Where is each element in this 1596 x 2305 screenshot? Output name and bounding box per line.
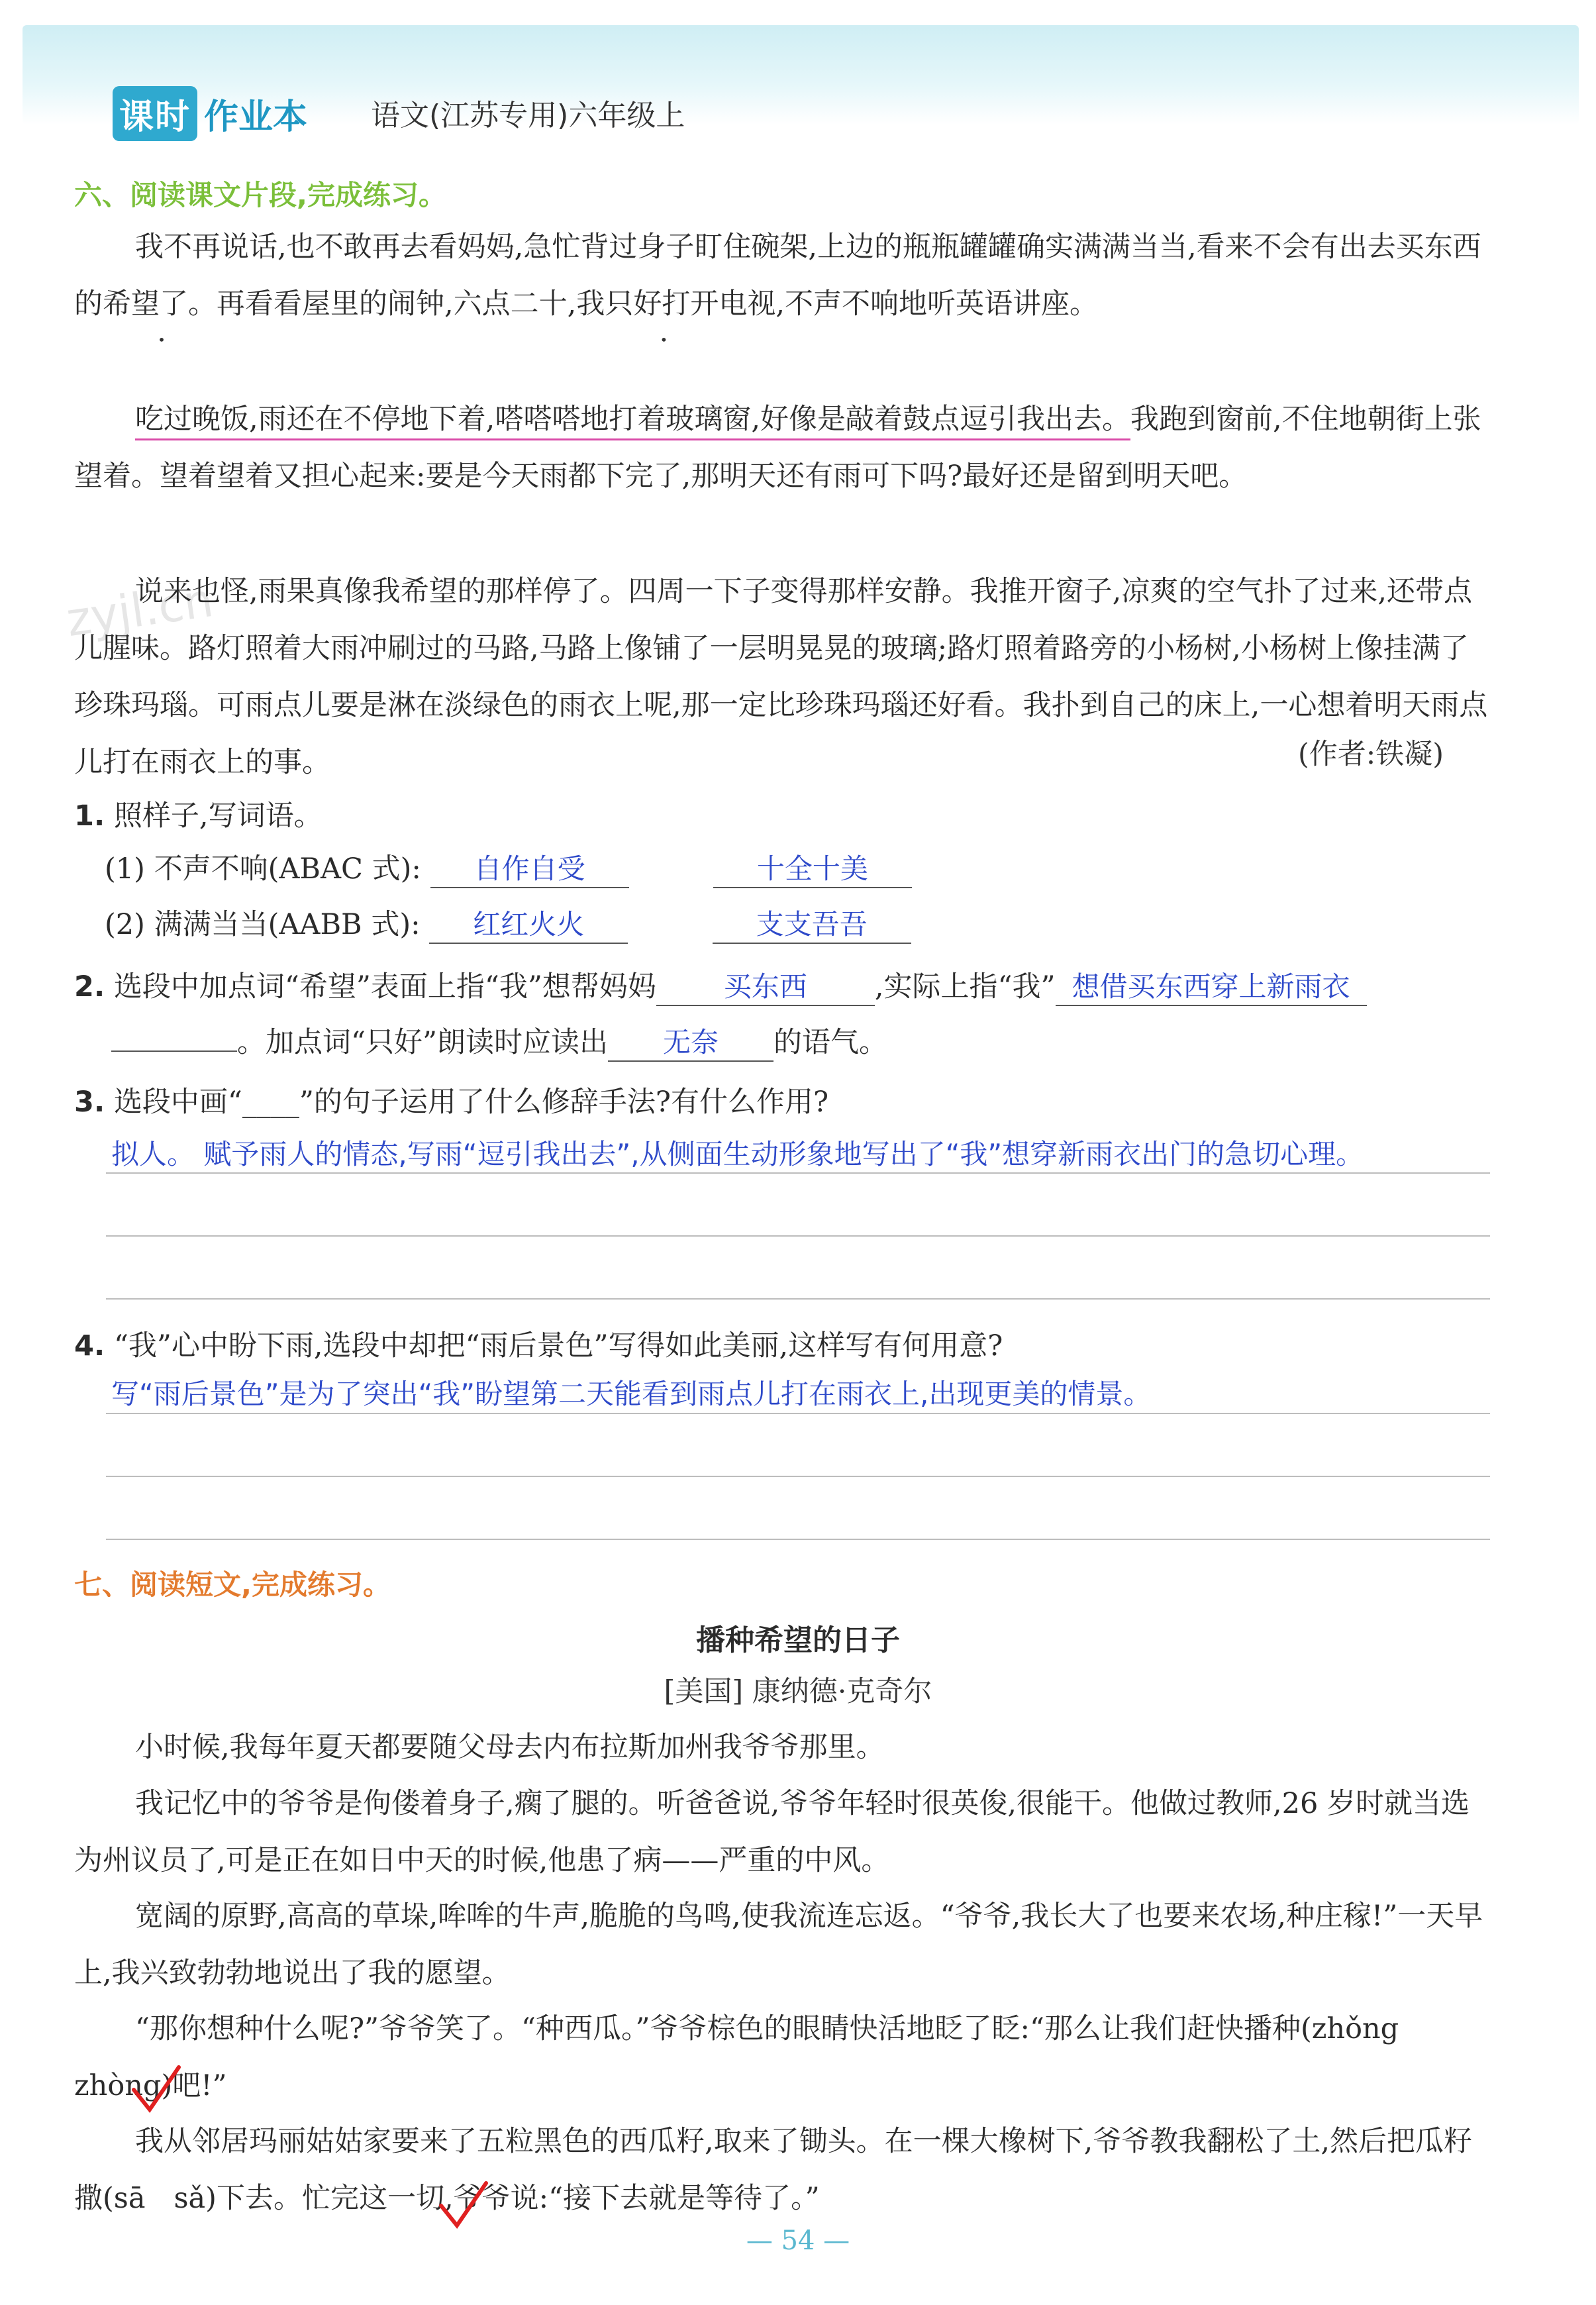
section6-paragraph-1 — [74, 219, 1491, 333]
q4-rule-1 — [106, 1413, 1490, 1414]
q1-l1-answer-2[interactable]: 十全十美 — [713, 847, 912, 888]
logo — [113, 86, 307, 141]
q3-rule-1 — [106, 1172, 1490, 1174]
q1-l1-answer-1[interactable]: 自作自受 — [430, 847, 629, 888]
story-paragraph-1: 小时候,我每年夏天都要随父母去内布拉斯加州我爷爷那里。 — [135, 1731, 885, 1764]
q3-number: 3. — [74, 1086, 105, 1119]
q1-l2-answer-1[interactable]: 红红火火 — [429, 903, 628, 944]
q1-number: 1. — [74, 799, 105, 833]
q2-text-1: 选段中加点词“希望”表面上指“我”想帮妈妈 — [113, 970, 656, 1003]
q2-text-2: ,实际上指“我” — [874, 970, 1056, 1003]
p3-text: 说来也怪,雨果真像我希望的那样停了。四周一下子变得那样安静。我推开窗子,凉爽的空气扑了过来,还带点儿腥味。路灯照着大雨冲刷过的马路,马路上像铺了一层明晃晃的玻璃;路灯照着路旁的小杨树,小杨树上像挂满了珍珠玛瑙。可雨点儿要是淋在淡绿色的雨衣上呢,那一定比珍珠玛瑙还好看。我扑到自己的床上,一心想着明天雨点儿打在雨衣上的事。 — [74, 575, 1488, 779]
logo-word: 作业本 — [204, 97, 308, 137]
p4-part-a: “那你想种什么呢?”爷爷笑了。“种西瓜。”爷爷棕色的眼睛快活地眨了眨:“那么让我们赶快播 — [135, 2012, 1272, 2045]
q3-rule-3 — [106, 1298, 1490, 1300]
q3-stem — [74, 1080, 828, 1120]
q1-text: 照样子,写词语。 — [113, 799, 323, 833]
q1-line-1 — [105, 846, 912, 888]
story-paragraph-2: 我记忆中的爷爷是佝偻着身子,瘸了腿的。听爸爸说,爷爷年轻时很英俊,很能干。他做过教师,26 岁时就当选为州议员了,可是正在如日中天的时候,他患了病——严重的中风。 — [74, 1787, 1470, 1877]
check-mark-icon — [437, 2179, 490, 2232]
p4-part-b: 种(zhǒng zhòng)吧!” — [74, 2012, 1428, 2102]
q1-stem — [74, 794, 323, 834]
q4-stem — [74, 1323, 1003, 1364]
q1-l1-label: (1) 不声不响(ABAC 式): — [105, 852, 421, 886]
q3-text: 选段中画“____”的句子运用了什么修辞手法?有什么作用? — [113, 1086, 829, 1119]
q2-line-2 — [111, 1020, 887, 1062]
section6-paragraph-3 — [74, 563, 1491, 791]
p1-dotted-word-2: 只好 — [605, 287, 662, 321]
p1-dotted-word-1: 希望 — [103, 287, 160, 321]
q2-line-1 — [74, 964, 1531, 1006]
p1-part-c: 打开电视,不声不响地听英语讲座。 — [662, 287, 1099, 321]
q3-rule-2 — [106, 1235, 1490, 1237]
section7-title: 七、阅读短文,完成练习。 — [74, 1568, 391, 1601]
section6-paragraph-2 — [74, 391, 1491, 505]
p2-underlined-sentence: 吃过晚饭,雨还在不停地下着,嗒嗒嗒地打着玻璃窗,好像是敲着鼓点逗引我出去。 — [135, 403, 1130, 440]
q2-answer-1[interactable]: 买东西 — [656, 965, 875, 1006]
story-title: 播种希望的日子 — [696, 1623, 900, 1657]
story-paragraph-3: 宽阔的原野,高高的草垛,哞哞的牛声,脆脆的鸟鸣,使我流连忘返。“爷爷,我长大了也要来农场,种庄稼!”一天早上,我兴致勃勃地说出了我的愿望。 — [74, 1900, 1483, 1990]
logo-box: 课时 — [113, 86, 197, 141]
check-mark-icon — [130, 2063, 183, 2116]
story-author: [美国] 康纳德·克奇尔 — [664, 1675, 932, 1708]
q2-text-3: 。加点词“只好”朗读时应读出 — [237, 1026, 608, 1059]
q2-answer-3[interactable]: 无奈 — [608, 1021, 773, 1062]
p1-part-a: 我不再说话,也不敢再去看妈妈,急忙背过身子盯住碗架,上边的瓶瓶罐罐确实满满当当,看来不会有出去买东西的 — [74, 230, 1481, 321]
p1-part-b: 了。再看看屋里的闹钟,六点二十,我 — [160, 287, 605, 321]
q3-answer[interactable]: 拟人。 赋予雨人的情态,写雨“逗引我出去”,从侧面生动形象地写出了“我”想穿新雨衣出门的急切心理。 — [111, 1138, 1364, 1170]
q4-rule-2 — [106, 1476, 1490, 1477]
q1-l2-label: (2) 满满当当(AABB 式): — [105, 908, 421, 941]
section6-author: (作者:铁凝) — [1298, 738, 1444, 771]
section6-title: 六、阅读课文片段,完成练习。 — [74, 179, 446, 211]
q4-rule-3 — [106, 1539, 1490, 1540]
story-paragraph-5: 我从邻居玛丽姑姑家要来了五粒黑色的西瓜籽,取来了锄头。在一棵大橡树下,爷爷教我翻松了土,然后把瓜籽撒(sā sǎ)下去。忙完这一切,爷爷说:“接下去就是等待了。” — [74, 2125, 1473, 2215]
q2-text-4: 的语气。 — [773, 1026, 887, 1059]
story-paragraph-4 — [74, 2000, 1491, 2114]
q1-line-2 — [105, 902, 911, 944]
watermark: zyjl.cn — [63, 572, 217, 648]
p2-rest: 我跑到窗前,不住地朝街上张望着。望着望着又担心起来:要是今天雨都下完了,那明天还有雨可下吗?最好还是留到明天吧。 — [74, 403, 1481, 493]
q1-l2-answer-2[interactable]: 支支吾吾 — [713, 903, 911, 944]
header-subject: 语文(江苏专用)六年级上 — [371, 99, 685, 132]
q4-answer[interactable]: 写“雨后景色”是为了突出“我”盼望第二天能看到雨点儿打在雨衣上,出现更美的情景。 — [111, 1378, 1152, 1410]
q2-blank-continuation — [111, 1050, 237, 1052]
q2-number: 2. — [74, 970, 105, 1003]
q4-text: “我”心中盼下雨,选段中却把“雨后景色”写得如此美丽,这样写有何用意? — [113, 1329, 1003, 1362]
page-number: — 54 — — [746, 2226, 850, 2256]
q4-number: 4. — [74, 1329, 105, 1362]
q2-answer-2[interactable]: 想借买东西穿上新雨衣 — [1056, 965, 1367, 1006]
